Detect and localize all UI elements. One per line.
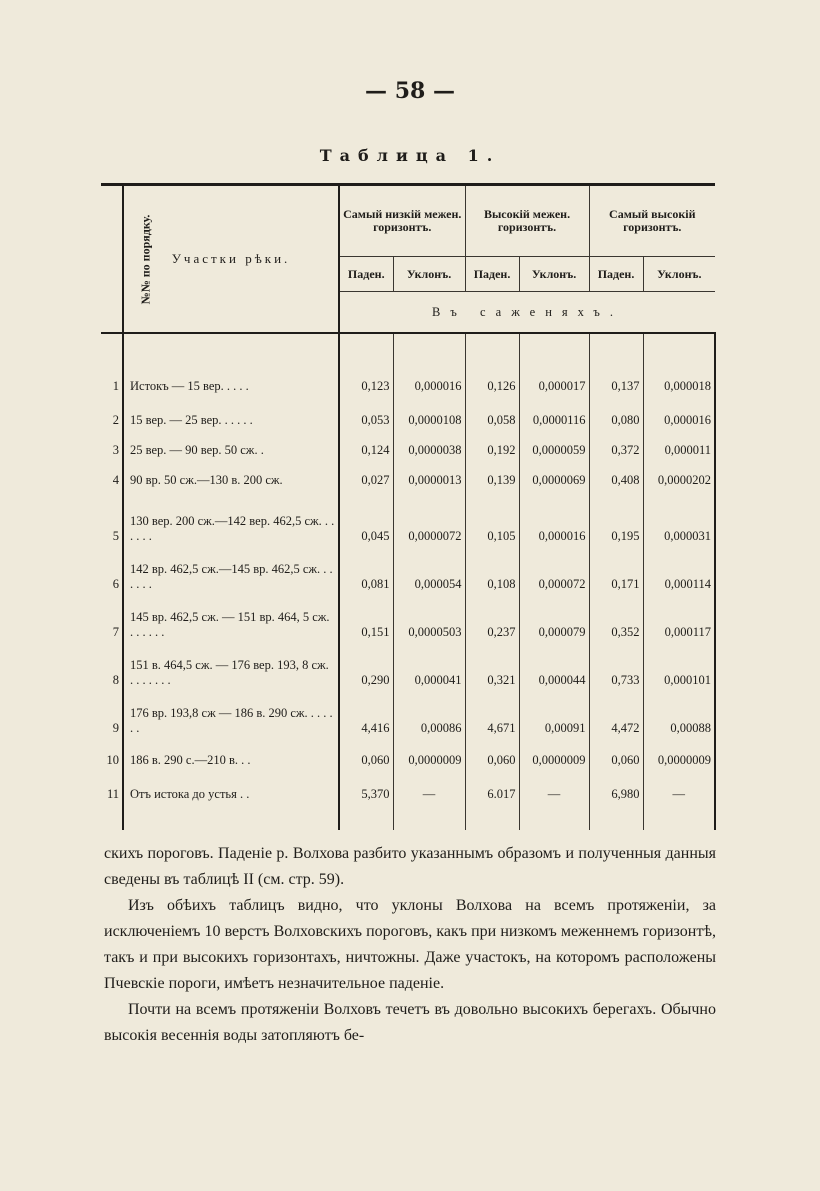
section-cell: 176 вр. 193,8 сж — 186 в. 290 сж. . . . . . . (123, 694, 339, 742)
fall-cell: 0,733 (589, 646, 643, 694)
table-caption: Таблица 1. (319, 146, 501, 165)
slope-cell: 0,000044 (519, 646, 589, 694)
fall-cell: 0,151 (339, 598, 393, 646)
spacer-row (101, 808, 715, 830)
fall-cell: 0,105 (465, 494, 519, 550)
slope-cell: 0,0000009 (643, 742, 715, 774)
fall-cell: 0,060 (589, 742, 643, 774)
table-row (101, 494, 715, 550)
section-cell: Отъ истока до устья . . (123, 774, 339, 808)
slope-cell: 0,0000503 (393, 598, 465, 646)
row-number: 3 (101, 434, 123, 464)
slope-cell: 0,0000069 (519, 464, 589, 494)
fall-cell: 0,171 (589, 550, 643, 598)
row-number: 4 (101, 464, 123, 494)
slope-cell: — (393, 774, 465, 808)
table-row (101, 742, 715, 774)
slope-cell: — (643, 774, 715, 808)
fall-cell: 6,980 (589, 774, 643, 808)
row-number-header: №№ по порядку. (101, 185, 123, 334)
slope-cell: 0,000031 (643, 494, 715, 550)
section-header: Участки рѣки. (123, 185, 339, 334)
slope-cell: — (519, 774, 589, 808)
fall-cell: 4,472 (589, 694, 643, 742)
fall-cell: 0,237 (465, 598, 519, 646)
fall-cell: 0,053 (339, 400, 393, 434)
slope-cell: 0,000016 (519, 494, 589, 550)
section-cell: Истокъ — 15 вер. . . . . (123, 366, 339, 400)
row-number: 2 (101, 400, 123, 434)
fall-header: Паден. (339, 257, 393, 292)
slope-header: Уклонъ. (643, 257, 715, 292)
row-number: 7 (101, 598, 123, 646)
slope-cell: 0,000016 (393, 366, 465, 400)
section-cell: 25 вер. — 90 вер. 50 сж. . (123, 434, 339, 464)
fall-cell: 0,290 (339, 646, 393, 694)
fall-cell: 5,370 (339, 774, 393, 808)
table-row (101, 400, 715, 434)
slope-cell: 0,0000072 (393, 494, 465, 550)
slope-cell: 0,000101 (643, 646, 715, 694)
fall-cell: 0,108 (465, 550, 519, 598)
section-cell: 145 вр. 462,5 сж. — 151 вр. 464, 5 сж. . . . . . . (123, 598, 339, 646)
section-cell: 90 вр. 50 сж.—130 в. 200 сж. (123, 464, 339, 494)
fall-cell: 0,124 (339, 434, 393, 464)
fall-cell: 0,139 (465, 464, 519, 494)
group-header-highest-water: Самый высокій горизонтъ. (589, 185, 715, 257)
units-header: Въ саженяхъ. (339, 292, 715, 334)
slope-cell: 0,0000038 (393, 434, 465, 464)
slope-cell: 0,0000202 (643, 464, 715, 494)
section-cell: 151 в. 464,5 сж. — 176 вер. 193, 8 сж. . . . . . . . (123, 646, 339, 694)
fall-cell: 0,321 (465, 646, 519, 694)
slope-cell: 0,0000009 (393, 742, 465, 774)
fall-cell: 0,081 (339, 550, 393, 598)
fall-cell: 4,416 (339, 694, 393, 742)
fall-cell: 0,408 (589, 464, 643, 494)
slope-cell: 0,000117 (643, 598, 715, 646)
paragraph: скихъ пороговъ. Паденіе р. Волхова разбито указаннымъ образомъ и полученныя данныя сведены въ таблицѣ II (см. стр. 59). (104, 845, 716, 888)
fall-cell: 0,137 (589, 366, 643, 400)
fall-header: Паден. (589, 257, 643, 292)
fall-cell: 0,060 (465, 742, 519, 774)
gradient-table (101, 183, 716, 830)
slope-cell: 0,0000116 (519, 400, 589, 434)
page-number: — 58 — (365, 78, 455, 104)
fall-header: Паден. (465, 257, 519, 292)
slope-cell: 0,00088 (643, 694, 715, 742)
fall-cell: 0,192 (465, 434, 519, 464)
fall-cell: 4,671 (465, 694, 519, 742)
section-cell: 130 вер. 200 сж.—142 вер. 462,5 сж. . . . . . . (123, 494, 339, 550)
slope-header: Уклонъ. (393, 257, 465, 292)
paragraph: Изъ обѣихъ таблицъ видно, что уклоны Волхова на всемъ протяженіи, за исключеніемъ 10 верстъ Волховскихъ пороговъ, какъ при низкомъ меженнемъ горизонтѣ, такъ и при высокихъ горизонтахъ, ничтожны. Даже участокъ, на которомъ расположены Пчевскіе пороги, имѣетъ незначительное паденіе. (104, 897, 716, 992)
fall-cell: 0,372 (589, 434, 643, 464)
table-row (101, 694, 715, 742)
table-row (101, 464, 715, 494)
fall-cell: 0,126 (465, 366, 519, 400)
row-number: 9 (101, 694, 123, 742)
table-row (101, 434, 715, 464)
row-number: 10 (101, 742, 123, 774)
slope-cell: 0,000017 (519, 366, 589, 400)
row-number: 11 (101, 774, 123, 808)
slope-cell: 0,000011 (643, 434, 715, 464)
fall-cell: 6.017 (465, 774, 519, 808)
slope-cell: 0,0000013 (393, 464, 465, 494)
paragraph: Почти на всемъ протяженіи Волховъ течетъ въ довольно высокихъ берегахъ. Обычно высокія весеннія воды затопляютъ бе- (104, 1001, 716, 1044)
spacer-row (101, 333, 715, 366)
slope-cell: 0,000018 (643, 366, 715, 400)
fall-cell: 0,058 (465, 400, 519, 434)
fall-cell: 0,352 (589, 598, 643, 646)
slope-header: Уклонъ. (519, 257, 589, 292)
slope-cell: 0,000016 (643, 400, 715, 434)
slope-cell: 0,000054 (393, 550, 465, 598)
section-cell: 186 в. 290 с.—210 в. . . (123, 742, 339, 774)
fall-cell: 0,195 (589, 494, 643, 550)
slope-cell: 0,000041 (393, 646, 465, 694)
group-header-low-water: Самый низкій межен. горизонтъ. (339, 185, 465, 257)
fall-cell: 0,027 (339, 464, 393, 494)
table-row (101, 550, 715, 598)
fall-cell: 0,045 (339, 494, 393, 550)
table-row (101, 598, 715, 646)
slope-cell: 0,000079 (519, 598, 589, 646)
fall-cell: 0,080 (589, 400, 643, 434)
section-cell: 15 вер. — 25 вер. . . . . . (123, 400, 339, 434)
slope-cell: 0,0000009 (519, 742, 589, 774)
slope-cell: 0,00091 (519, 694, 589, 742)
row-number: 5 (101, 494, 123, 550)
body-text (104, 841, 716, 1049)
row-number: 6 (101, 550, 123, 598)
table-row (101, 646, 715, 694)
fall-cell: 0,123 (339, 366, 393, 400)
table-row (101, 366, 715, 400)
fall-cell: 0,060 (339, 742, 393, 774)
section-cell: 142 вр. 462,5 сж.—145 вр. 462,5 сж. . . . . . . (123, 550, 339, 598)
table-row (101, 774, 715, 808)
slope-cell: 0,000072 (519, 550, 589, 598)
row-number: 8 (101, 646, 123, 694)
slope-cell: 0,0000059 (519, 434, 589, 464)
slope-cell: 0,0000108 (393, 400, 465, 434)
group-header-high-low-water: Высокій межен. горизонтъ. (465, 185, 589, 257)
slope-cell: 0,00086 (393, 694, 465, 742)
slope-cell: 0,000114 (643, 550, 715, 598)
row-number: 1 (101, 366, 123, 400)
